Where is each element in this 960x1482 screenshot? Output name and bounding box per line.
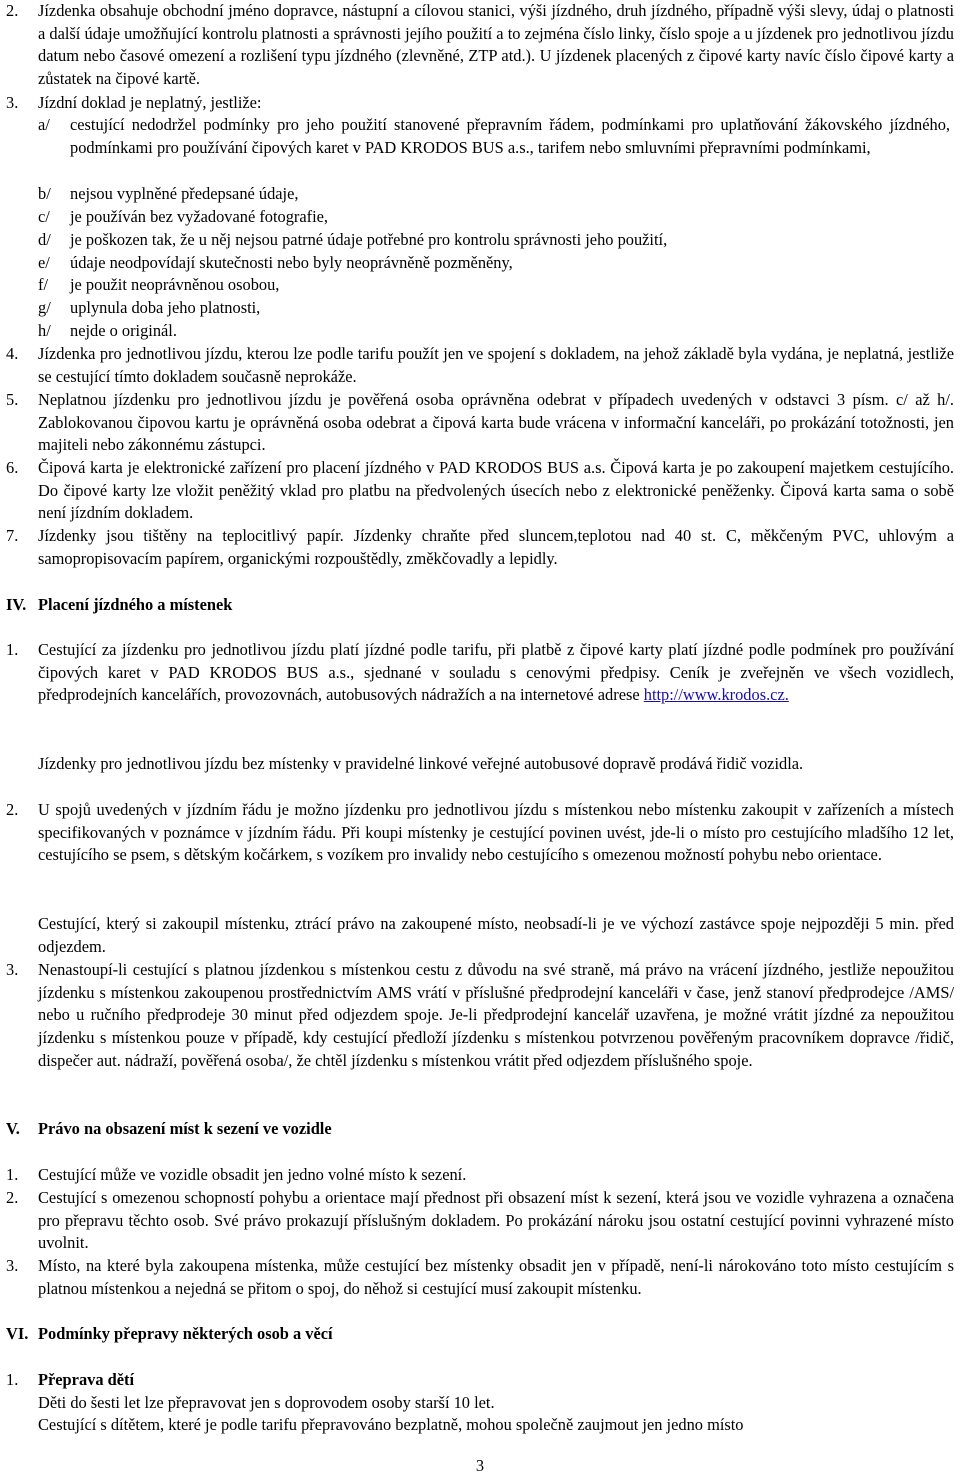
paragraph-fare-payment (38, 639, 954, 707)
list-item-marker: c/ (38, 207, 50, 226)
section-number: V. (6, 1119, 20, 1138)
paragraph-seat-reservation: U spojů uvedených v jízdním řádu je možno jízdenku pro jednotlivou jízdu s místenkou nebo místenku zakoupit v zařízeních a místech specifikovaných v poznámce v jízdním řádu. Při koupi místenky je cestující povinen uvést, jde-li o místo pro cestujícího mladšího 12 let, cestujícího se psem, s dětským kočárkem, s vozíkem pro invalidy nebo cestujícího s omezenou možností pohybu nebo orientace. (38, 800, 954, 865)
paragraph-refund: Nenastoupí-li cestující s platnou jízdenkou s místenkou cestu z důvodu na své straně, má právo na vrácení jízdného, jestliže nepoužitou jízdenku s místenkou zakoupenou prostřednictvím AMS vrátí v příslušné předprodejní kanceláři v čase, jenž stanoví předprodejce /AMS/ nebo u ručního předprodeje 30 minut před odjezdem spoje. Je-li předprodejní kancelář uzavřena, je možné vrátit jízdné za nepoužitou jízdenku s místenkou pouze v případě, kdy cestující předloží jízdenku s místenkou potvrzenou pověřeným pracovníkem dopravce /řidič, dispečer aut. nádraží, pověřená osoba/, že chtěl jízdenku s místenkou vrátit před odjezdem příslušného spoje. (38, 960, 954, 1070)
paragraph-number: 2. (6, 800, 19, 819)
paragraph-number: 1. (6, 640, 19, 659)
list-item-marker: f/ (38, 275, 49, 294)
list-item: nejsou vyplněné předepsané údaje, (70, 184, 299, 203)
paragraph-seat-loss: Cestující, který si zakoupil místenku, ztrácí právo na zakoupené místo, neobsadí-li je ve výchozí zastávce spoje nejpozději 5 min. před odjezdem. (38, 914, 954, 956)
list-item: je použit neoprávněnou osobou, (70, 275, 280, 294)
paragraph-number: 2. (6, 1188, 19, 1207)
paragraph-one-seat: Cestující může ve vozidle obsadit jen jedno volné místo k sezení. (38, 1165, 467, 1184)
section-title-conditions: Podmínky přepravy některých osob a věcí (38, 1324, 333, 1343)
section-title-seats: Právo na obsazení míst k sezení ve vozidle (38, 1119, 332, 1138)
paragraph-number: 6. (6, 458, 19, 477)
paragraph-ticket-with-document: Jízdenka pro jednotlivou jízdu, kterou lze podle tarifu použít jen ve spojení s dokladem, na jehož základě byla vydána, je neplatná, jestliže se cestující tímto dokladem současně neprokáže. (38, 344, 954, 386)
paragraph-number: 3. (6, 93, 19, 112)
section-number: VI. (6, 1324, 29, 1343)
paragraph-ticket-contents: Jízdenka obsahuje obchodní jméno dopravce, nástupní a cílovou stanici, výši jízdného, druh jízdného, případně výši slevy, údaj o platnosti a další údaje umožňující kontrolu platnosti a správnosti jejího použití a to zejména číslo linky, číslo spoje a u jízdenek pro jednotlivou jízdu datum nebo časové omezení a rozlišení typu jízdného (zlevněné, ZTP atd.). U jízdenek placených z čipové karty navíc číslo čipové karty a zůstatek na čipové kartě. (38, 1, 954, 89)
section-title-payment: Placení jízdného a místenek (38, 595, 233, 614)
paragraph-number: 7. (6, 526, 19, 545)
list-item-marker: d/ (38, 230, 51, 249)
list-item: uplynula doba jeho platnosti, (70, 298, 261, 317)
list-item-marker: a/ (38, 115, 50, 134)
paragraph-chip-card: Čipová karta je elektronické zařízení pro placení jízdného v PAD KRODOS BUS a.s. Čipová karta je po zakoupení majetkem cestujícího. Do čipové karty lze vložit peněžitý vklad pro platbu na předvolených úsecích nebo z elektronické peněženky. Čipová karta sama o sobě není jízdním dokladem. (38, 458, 954, 523)
paragraph-number: 3. (6, 1256, 19, 1275)
list-item: je používán bez vyžadované fotografie, (70, 207, 329, 226)
list-item: cestující nedodržel podmínky pro jeho použití stanovené přepravním řádem, podmínkami pro uplatňování žákovského jízdného, podmínkami pro používání čipových karet v PAD KRODOS BUS a.s., tarifem nebo smluvními přepravními podmínkami, (70, 115, 950, 157)
subsection-title-children: Přeprava dětí (38, 1370, 135, 1389)
list-item-marker: e/ (38, 253, 50, 272)
website-link[interactable]: http://www.krodos.cz. (643, 685, 789, 705)
list-item: nejde o originál. (70, 321, 177, 340)
paragraph-driver-sale: Jízdenky pro jednotlivou jízdu bez místenky v pravidelné linkové veřejné autobusové dopravě prodává řidič vozidla. (38, 754, 804, 773)
paragraph-number: 3. (6, 960, 19, 979)
list-item-marker: h/ (38, 321, 51, 340)
list-item: je poškozen tak, že u něj nejsou patrné údaje potřebné pro kontrolu správnosti jeho použití, (70, 230, 668, 249)
paragraph-text: Cestující za jízdenku pro jednotlivou jízdu platí jízdné podle tarifu, při platbě z čipové karty platí jízdné podle podmínek pro používání čipových karet v PAD KRODOS BUS a.s., sjednané v souladu s cenovými předpisy. Ceník je zveřejněn ve všech vozidlech, předprodejních kancelářích, provozovnách, autobusových nádražích a na internetové adrese (38, 640, 954, 705)
paragraph-invalid-intro: Jízdní doklad je neplatný, jestliže: (38, 93, 262, 112)
paragraph-thermal-paper: Jízdenky jsou tištěny na teplocitlivý papír. Jízdenky chraňte před sluncem,teplotou nad 40 st. C, měkčeným PVC, uhlovým a samopropisovacím papírem, organickými rozpouštědly, změkčovadly a lepidly. (38, 526, 954, 568)
list-item-marker: g/ (38, 298, 51, 317)
paragraph-confiscation: Neplatnou jízdenku pro jednotlivou jízdu je pověřená osoba oprávněna odebrat v případech uvedených v odstavci 3 písm. c/ až h/. Zablokovanou čipovou kartu je oprávněná osoba odebrat a čipová karta bude vrácena v informační kanceláři, po prokázání totožnosti, jen majiteli nebo zákonnému zástupci. (38, 390, 954, 455)
paragraph-priority-seats: Cestující s omezenou schopností pohybu a orientace mají přednost při obsazení míst k sezení, která jsou ve vozidle vyhrazena a označena pro přepravu těchto osob. Své právo prokazují příslušným dokladem. Po prokázání nároku jsou ostatní cestující povinni vyhrazené místo uvolnit. (38, 1188, 954, 1253)
list-item-marker: b/ (38, 184, 51, 203)
paragraph-reserved-seat: Místo, na které byla zakoupena místenka, může cestující bez místenky obsadit jen v případě, není-li nárokováno toto místo cestujícím s platnou místenkou a nejedná se přitom o spoj, do něhož si cestující musí zakoupit místenku. (38, 1256, 954, 1298)
paragraph-number: 1. (6, 1165, 19, 1184)
list-item: údaje neodpovídají skutečnosti nebo byly neoprávněně pozměněny, (70, 253, 513, 272)
paragraph-number: 4. (6, 344, 19, 363)
paragraph-children-escort: Děti do šesti let lze přepravovat jen s doprovodem osoby starší 10 let. (38, 1393, 495, 1412)
paragraph-number: 5. (6, 390, 19, 409)
paragraph-number: 2. (6, 1, 19, 20)
page-number: 3 (475, 1456, 485, 1475)
paragraph-children-seat: Cestující s dítětem, které je podle tarifu přepravováno bezplatně, mohou společně zaujmout jen jedno místo (38, 1415, 744, 1434)
section-number: IV. (6, 595, 27, 614)
paragraph-number: 1. (6, 1370, 19, 1389)
